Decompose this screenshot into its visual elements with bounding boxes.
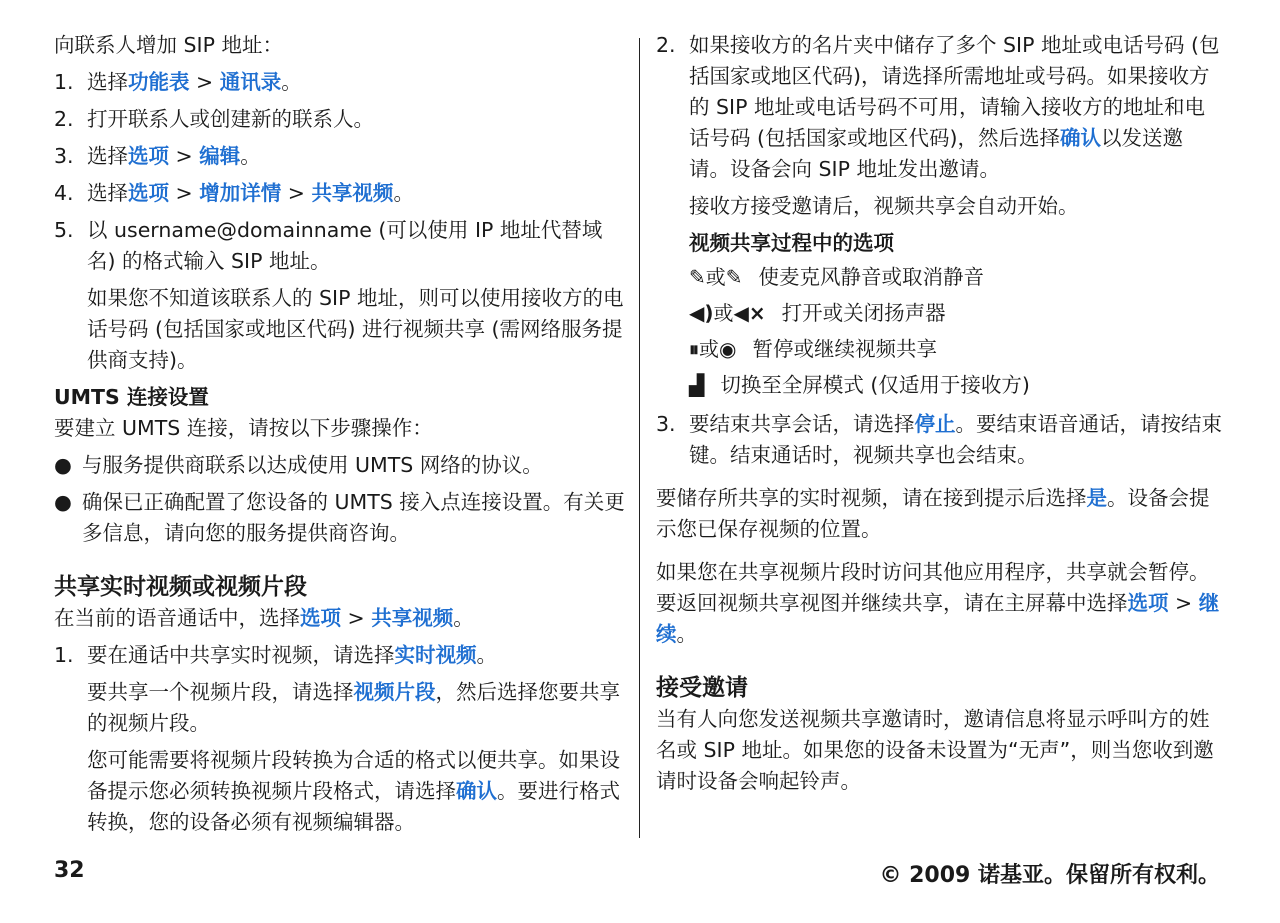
share-step-1: 1. 要在通话中共享实时视频，请选择实时视频。 <box>54 643 497 667</box>
accept-paragraph: 当有人向您发送视频共享邀请时，邀请信息将显示呼叫方的姓名或 SIP 地址。如果您的设备未设置为“无声”，则当您收到邀请时设备会响起铃声。 <box>656 707 1214 793</box>
option-mute: ✎或✎ 使麦克风静音或取消静音 <box>656 259 1222 295</box>
column-divider <box>639 38 640 838</box>
share-note-2: 您可能需要将视频片段转换为合适的格式以便共享。如果设备提示您必须转换视频片段格式，请选择确认。要进行格式转换，您的设备必须有视频编辑器。 <box>87 748 620 834</box>
list-item: ● 与服务提供商联系以达成使用 UMTS 网络的协议。 <box>54 453 543 477</box>
share-video-link[interactable]: 共享视频 <box>311 181 394 205</box>
contacts-link[interactable]: 通讯录 <box>219 70 282 94</box>
copyright: © 2009 诺基亚。保留所有权利。 <box>879 863 1220 888</box>
confirm-link[interactable]: 确认 <box>1060 126 1102 150</box>
video-clip-link[interactable]: 视频片段 <box>353 680 436 704</box>
add-detail-link[interactable]: 增加详情 <box>199 181 282 205</box>
option-pause: ⏸或◉ 暂停或继续视频共享 <box>656 331 1222 367</box>
sip-intro: 向联系人增加 SIP 地址： <box>54 33 283 57</box>
page-number: 32 <box>54 858 85 883</box>
yes-link[interactable]: 是 <box>1086 486 1107 510</box>
edit-link[interactable]: 编辑 <box>199 144 241 168</box>
share-video-heading: 共享实时视频或视频片段 <box>54 574 307 600</box>
step-1: 1. 选择功能表 > 通讯录。 <box>54 70 302 94</box>
confirm-link[interactable]: 确认 <box>456 779 497 803</box>
share-note-1: 要共享一个视频片段，请选择视频片段，然后选择您要共享的视频片段。 <box>87 680 620 735</box>
left-column <box>54 30 626 838</box>
option-fullscreen: ▟ 切换至全屏模式 (仅适用于接收方) <box>656 367 1222 403</box>
list-item: ● 确保已正确配置了您设备的 UMTS 接入点连接设置。有关更多信息，请向您的服务提供商咨询。 <box>54 490 625 545</box>
options-link[interactable]: 选项 <box>128 181 169 205</box>
live-video-link[interactable]: 实时视频 <box>394 643 477 667</box>
umts-heading: UMTS 连接设置 <box>54 385 209 409</box>
fullscreen-icon: ▟ <box>689 372 705 397</box>
step-3: 3. 选择选项 > 编辑。 <box>54 144 261 168</box>
share-step-2: 2. 如果接收方的名片夹中储存了多个 SIP 地址或电话号码 (包括国家或地区代码)，请选择所需地址或号码。如果接收方的 SIP 地址或电话号码不可用，请输入接收方的地址和电话号码 (包括国家或地区代码)，然后选择确认以发送邀请。设备会向 SIP 地址发出邀请。 <box>656 33 1220 181</box>
pause-icon: ⏸或◉ <box>689 336 737 361</box>
save-paragraph: 要储存所共享的实时视频，请在接到提示后选择是。设备会提示您已保存视频的位置。 <box>656 486 1210 541</box>
microphone-icon: ✎或✎ <box>689 264 743 289</box>
step-5-note: 如果您不知道该联系人的 SIP 地址，则可以使用接收方的电话号码 (包括国家或地区代码) 进行视频共享 (需网络服务提供商支持)。 <box>87 286 624 372</box>
other-apps-paragraph: 如果您在共享视频片段时访问其他应用程序，共享就会暂停。要返回视频共享视图并继续共享，请在主屏幕中选择选项 > 继续。 <box>656 560 1220 646</box>
option-speaker: ◀)或◀× 打开或关闭扬声器 <box>656 295 1222 331</box>
right-column <box>656 30 1222 797</box>
options-link[interactable]: 选项 <box>1127 591 1169 615</box>
step-5: 5. 以 username@domainname (可以使用 IP 地址代替域名) 的格式输入 SIP 地址。 <box>54 218 603 273</box>
speaker-icon: ◀)或◀× <box>689 300 766 325</box>
accept-invite-heading: 接受邀请 <box>656 675 748 701</box>
step-2: 2. 打开联系人或创建新的联系人。 <box>54 107 374 131</box>
share-step-3: 3. 要结束共享会话，请选择停止。要结束语音通话，请按结束键。结束通话时，视频共享也会结束。 <box>656 412 1222 467</box>
step-4: 4. 选择选项 > 增加详情 > 共享视频。 <box>54 181 414 205</box>
step-2-note: 接收方接受邀请后，视频共享会自动开始。 <box>689 194 1079 218</box>
umts-intro: 要建立 UMTS 连接，请按以下步骤操作： <box>54 416 433 440</box>
options-link[interactable]: 选项 <box>128 144 169 168</box>
share-intro: 在当前的语音通话中，选择选项 > 共享视频。 <box>54 606 474 630</box>
menu-link[interactable]: 功能表 <box>128 70 190 94</box>
share-video-link[interactable]: 共享视频 <box>371 606 454 630</box>
continue-link[interactable]: 继续 <box>656 591 1220 646</box>
options-link[interactable]: 选项 <box>300 606 341 630</box>
stop-link[interactable]: 停止 <box>914 412 956 436</box>
options-heading: 视频共享过程中的选项 <box>689 231 894 255</box>
